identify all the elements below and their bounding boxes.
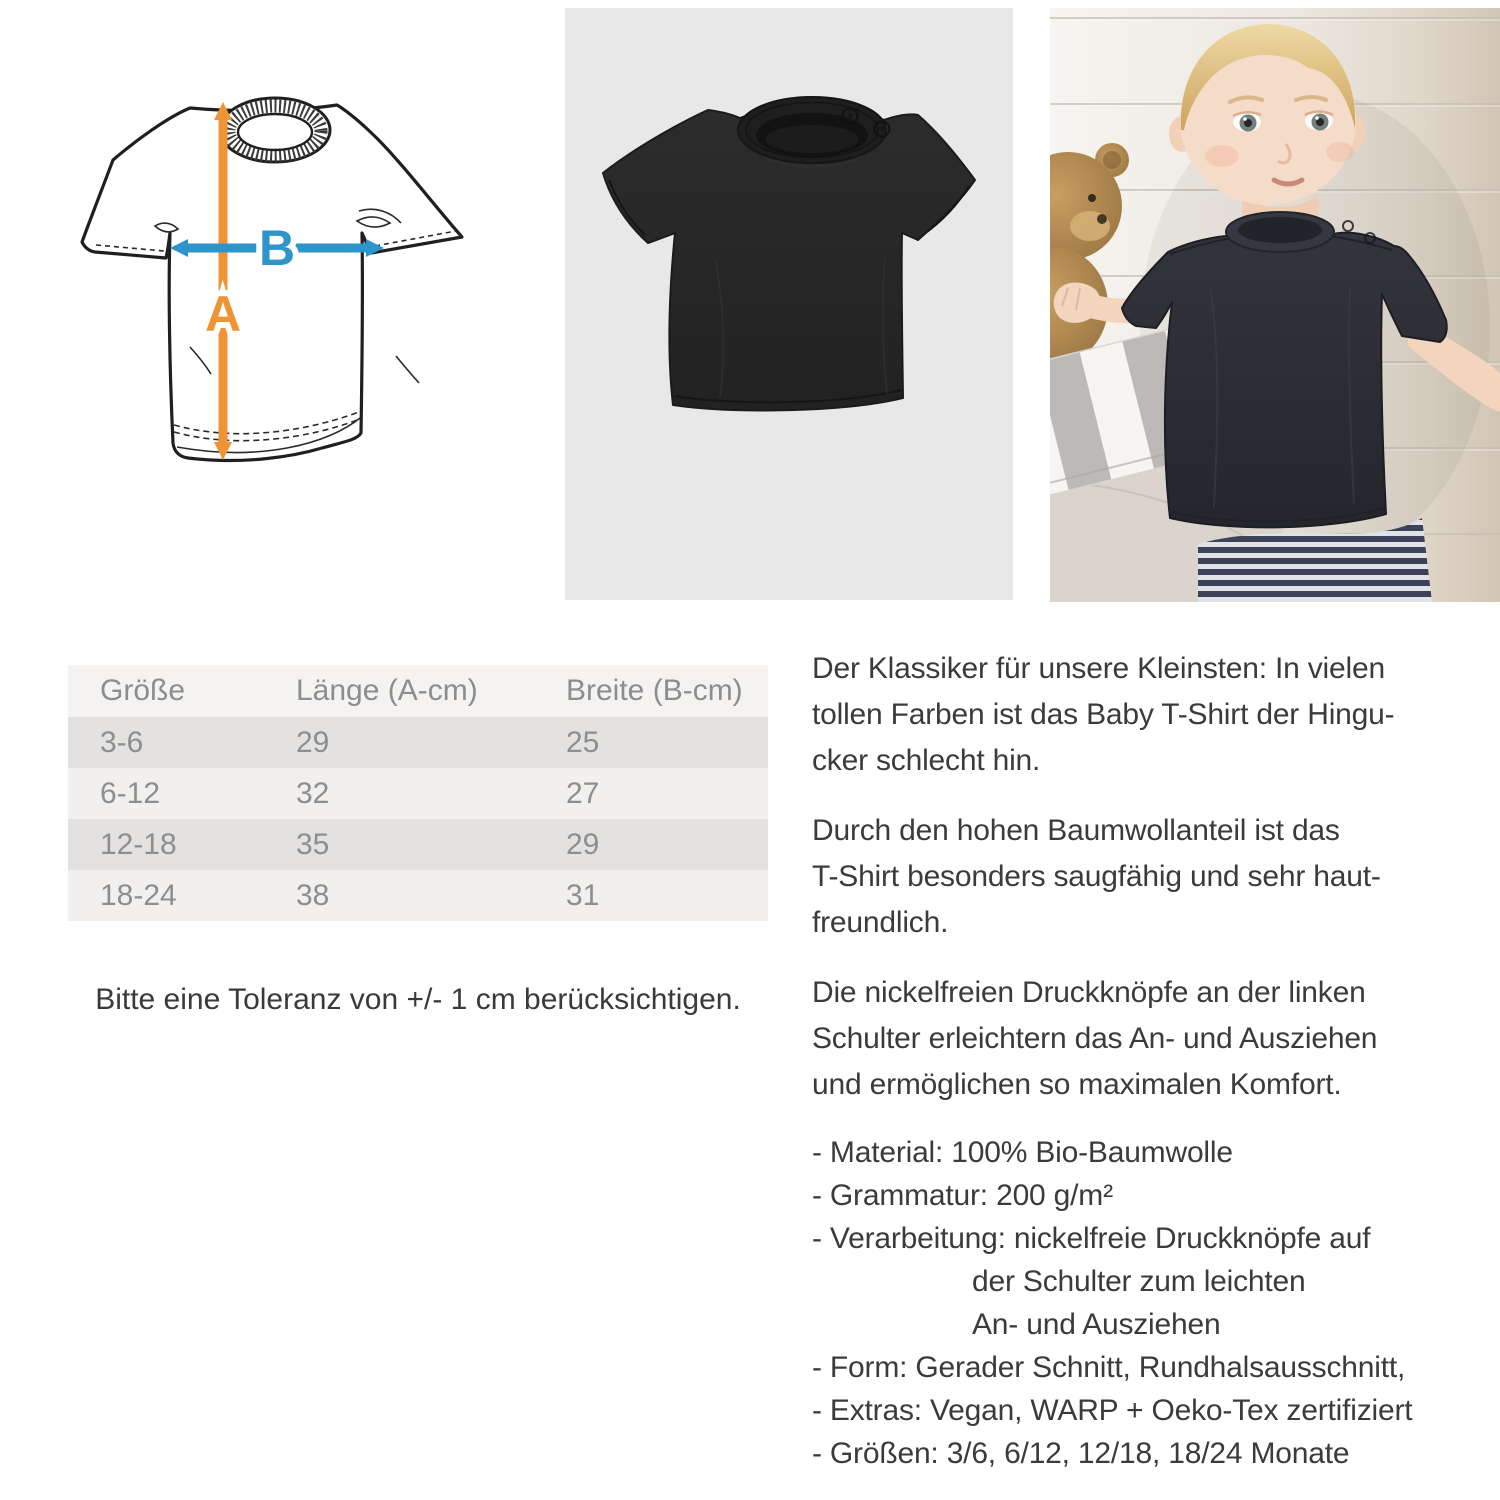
table-cell: 6-12 (100, 776, 161, 810)
column-header-breite: Breite (B-cm) (566, 674, 743, 707)
table-cell: 29 (566, 827, 600, 861)
column-header-groesse: Größe (100, 674, 186, 707)
description-paragraph (812, 646, 1500, 784)
size-table (68, 665, 768, 921)
tshirt-outline-drawing (82, 98, 462, 461)
text-line: Durch den hohen Baumwollanteil ist das (812, 814, 1340, 847)
bullet-continuation-line: der Schulter zum leichten (972, 1265, 1306, 1298)
product-photo-panel (565, 8, 1013, 600)
table-cell: 31 (566, 878, 600, 912)
column-header-laenge: Länge (A-cm) (296, 674, 478, 707)
lifestyle-photo (1050, 8, 1500, 602)
product-description (812, 646, 1500, 1475)
measurement-diagram-panel (60, 60, 520, 510)
description-paragraph (812, 808, 1500, 946)
text-line: cker schlecht hin. (812, 744, 1041, 777)
bullet-line: - Material: 100% Bio-Baumwolle (812, 1136, 1233, 1169)
label-a: A (204, 286, 242, 342)
text-line: Schulter erleichtern das An- und Ausziehen (812, 1022, 1378, 1055)
bullet-line: - Größen: 3/6, 6/12, 12/18, 18/24 Monate (812, 1437, 1350, 1470)
table-row (68, 870, 768, 921)
bullet-line: - Verarbeitung: nickelfreie Druckknöpfe auf (812, 1222, 1371, 1255)
table-cell: 12-18 (100, 827, 177, 861)
table-row (68, 768, 768, 819)
label-b: B (258, 220, 296, 276)
text-line: freundlich. (812, 906, 949, 939)
table-cell: 3-6 (100, 725, 144, 759)
black-baby-tshirt-image (565, 8, 1013, 600)
text-line: T-Shirt besonders saugfähig und sehr haut- (812, 860, 1381, 893)
bullet-continuation-line: An- und Ausziehen (972, 1308, 1221, 1341)
bullet-line: - Grammatur: 200 g/m² (812, 1179, 1113, 1212)
text-line: Der Klassiker für unsere Kleinsten: In vielen (812, 652, 1385, 685)
table-cell: 29 (296, 725, 330, 759)
table-row (68, 717, 768, 768)
description-bullet-list (812, 1131, 1500, 1475)
text-line: tollen Farben ist das Baby T-Shirt der Hingu- (812, 698, 1395, 731)
bullet-line: - Extras: Vegan, WARP + Oeko-Tex zertifiziert (812, 1394, 1413, 1427)
size-table-header-row (68, 665, 768, 717)
table-cell: 35 (296, 827, 330, 861)
black-tshirt-shape (603, 97, 975, 410)
text-line: Die nickelfreien Druckknöpfe an der linken (812, 976, 1366, 1009)
description-paragraph (812, 970, 1500, 1108)
baby-wearing-tshirt-photo (1050, 8, 1500, 602)
table-cell: 18-24 (100, 878, 177, 912)
tshirt-measurement-diagram-icon (60, 60, 520, 510)
table-cell: 38 (296, 878, 330, 912)
table-cell: 32 (296, 776, 330, 810)
text-line: und ermöglichen so maximalen Komfort. (812, 1068, 1342, 1101)
tolerance-note: Bitte eine Toleranz von +/- 1 cm berücksichtigen. (95, 983, 741, 1016)
table-cell: 25 (566, 725, 600, 759)
bullet-line: - Form: Gerader Schnitt, Rundhalsausschnitt, (812, 1351, 1406, 1384)
table-cell: 27 (566, 776, 600, 810)
table-row (68, 819, 768, 870)
